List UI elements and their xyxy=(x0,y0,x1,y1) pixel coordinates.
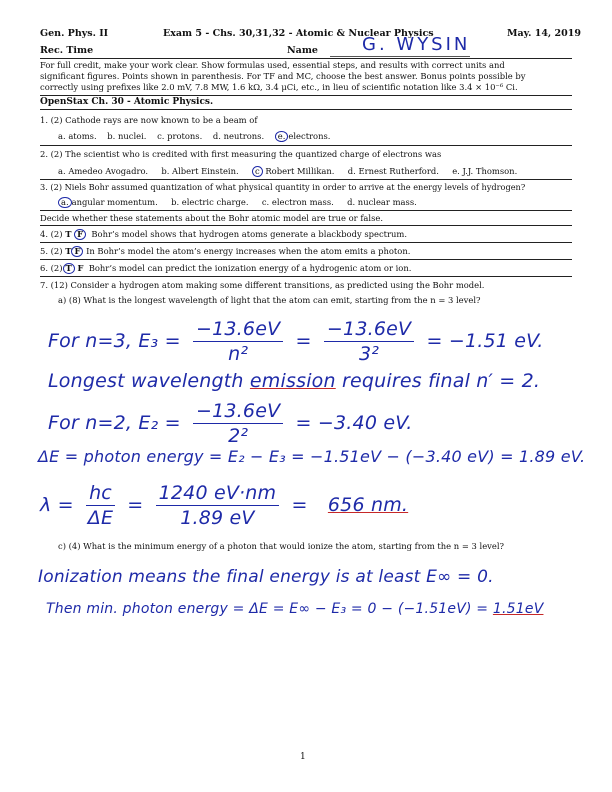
work-underlined-emission: emission xyxy=(249,370,336,392)
work-e3-result: = −1.51 eV. xyxy=(426,330,544,352)
tf-question-6 xyxy=(40,263,572,274)
q3-choices xyxy=(58,197,590,208)
fraction-numerator: −13.6eV xyxy=(193,400,283,424)
q3-stem: 3. (2) Niels Bohr assumed quantization of what physical quantity in order to arrive at the energy levels of hydrogen? xyxy=(40,182,526,192)
equals: = xyxy=(291,494,308,516)
tf-question-4 xyxy=(40,229,572,240)
q1-choice-a: a. atoms. xyxy=(58,131,97,141)
work-wavelength-answer: 656 nm. xyxy=(327,494,409,516)
work-line-7 xyxy=(46,601,543,617)
q2-choice-a: a. Amedeo Avogadro. xyxy=(58,166,149,176)
tf-5-number: 5. (2) xyxy=(40,246,63,256)
q2-choice-b: b. Albert Einstein. xyxy=(161,166,239,176)
fraction-numerator: 1240 eV·nm xyxy=(156,482,280,506)
work-e3-label: For n=3, E₃ = xyxy=(48,330,181,352)
divider xyxy=(40,225,572,226)
q3-choice-a-text: angular momentum. xyxy=(71,197,158,207)
work-line-4: ΔE = photon energy = E₂ − E₃ = −1.51eV − (−3.40 eV) = 1.89 eV. xyxy=(38,447,586,466)
rec-time-label: Rec. Time xyxy=(40,45,94,56)
fraction-numerator: −13.6eV xyxy=(324,318,414,342)
tf-question-5 xyxy=(40,246,572,257)
student-name: G. WYSIN xyxy=(362,34,471,55)
instructions-line-2: significant figures. Points shown in parenthesis. For TF and MC, choose the best answer. Bonus points possible by xyxy=(40,71,526,81)
divider xyxy=(40,179,572,180)
divider xyxy=(40,259,572,260)
work-line-2 xyxy=(48,370,540,392)
q1-choice-e-circled: e. xyxy=(275,131,289,142)
work-ionization-answer: 1.51eV xyxy=(492,601,544,617)
course-title: Gen. Phys. II xyxy=(40,28,109,39)
divider xyxy=(40,242,572,243)
q1-choice-d: d. neutrons. xyxy=(212,131,265,141)
q2-choice-e: e. J.J. Thomson. xyxy=(452,166,518,176)
fraction-denominator: 1.89 eV xyxy=(180,507,255,529)
tf-5-true: T xyxy=(65,246,72,256)
tf-6-true-circled: T xyxy=(63,263,75,274)
work-line-5 xyxy=(40,482,408,529)
work-line-6: Ionization means the final energy is at least E∞ = 0. xyxy=(38,567,494,587)
q1-choice-b: b. nuclei. xyxy=(107,131,147,141)
tf-6-false: F xyxy=(77,263,84,273)
work-text: requires final n′ = 2. xyxy=(342,370,541,392)
fraction-denominator: 2² xyxy=(228,425,249,447)
divider xyxy=(40,210,572,211)
instructions-line-3: correctly using prefixes like 2.0 mV, 7.8 MW, 1.6 kΩ, 3.4 μCi, etc., in lieu of scientific notation like 3.4 × 10⁻⁶ Ci. xyxy=(40,82,518,92)
divider xyxy=(40,145,572,146)
q1-choice-e-text: electrons. xyxy=(288,131,331,141)
divider xyxy=(40,58,572,59)
tf-4-true: T xyxy=(65,229,72,239)
section-title: OpenStax Ch. 30 - Atomic Physics. xyxy=(40,97,214,107)
name-label: Name xyxy=(287,45,318,56)
q3-choice-d: d. nuclear mass. xyxy=(347,197,417,207)
page-number: 1 xyxy=(300,752,306,762)
divider xyxy=(40,95,572,96)
fraction-denominator: 3² xyxy=(359,343,380,365)
q1-choices xyxy=(58,131,590,142)
divider xyxy=(40,276,572,277)
work-text: Longest wavelength xyxy=(48,370,244,392)
work-lambda-label: λ = xyxy=(40,494,74,516)
work-line-3 xyxy=(48,400,413,447)
exam-title: Exam 5 - Chs. 30,31,32 - Atomic & Nuclear Physics xyxy=(163,28,434,39)
q3-choice-b: b. electric charge. xyxy=(171,197,249,207)
equals: = xyxy=(127,494,144,516)
q7-part-c: c) (4) What is the minimum energy of a photon that would ionize the atom, starting from the n = 3 level? xyxy=(58,541,505,551)
tf-intro: Decide whether these statements about the Bohr atomic model are true or false. xyxy=(40,213,384,223)
tf-6-text: Bohr’s model can predict the ionization energy of a hydrogenic atom or ion. xyxy=(88,263,412,273)
tf-5-text: In Bohr’s model the atom’s energy increases when the atom emits a photon. xyxy=(86,246,411,256)
tf-4-number: 4. (2) xyxy=(40,229,63,239)
exam-date: May. 14, 2019 xyxy=(507,28,581,39)
fraction xyxy=(193,318,283,365)
tf-5-false-circled: F xyxy=(71,246,83,257)
q2-choices xyxy=(58,166,590,177)
fraction-denominator: n² xyxy=(228,343,249,365)
work-ionization-text: Then min. photon energy = ΔE = E∞ − E₃ = 0 − (−1.51eV) = xyxy=(46,601,489,617)
fraction-numerator: hc xyxy=(86,482,115,506)
q3-choice-a-circled: a. xyxy=(58,197,72,208)
work-e2-result: = −3.40 eV. xyxy=(295,412,413,434)
q1-choice-c: c. protons. xyxy=(157,131,203,141)
q2-choice-d: d. Ernest Rutherford. xyxy=(347,166,439,176)
instructions-line-1: For full credit, make your work clear. Show formulas used, essential steps, and results with correct units and xyxy=(40,60,505,70)
equals: = xyxy=(295,330,312,352)
divider xyxy=(40,109,572,110)
tf-6-number: 6. (2) xyxy=(40,263,63,273)
tf-4-false-circled: F xyxy=(74,229,86,240)
q7-stem: 7. (12) Consider a hydrogen atom making some different transitions, as predicted using the Bohr model. xyxy=(40,280,485,290)
work-e2-label: For n=2, E₂ = xyxy=(48,412,181,434)
tf-4-text: Bohr’s model shows that hydrogen atoms generate a blackbody spectrum. xyxy=(91,229,408,239)
fraction xyxy=(193,400,283,447)
fraction xyxy=(86,482,115,529)
fraction xyxy=(324,318,414,365)
q2-choice-c-circled: c xyxy=(252,166,263,177)
q2-choice-c-text: Robert Millikan. xyxy=(265,166,335,176)
fraction-numerator: −13.6eV xyxy=(193,318,283,342)
fraction xyxy=(156,482,280,529)
q1-stem: 1. (2) Cathode rays are now known to be a beam of xyxy=(40,115,258,125)
q2-stem: 2. (2) The scientist who is credited with first measuring the quantized charge of electrons was xyxy=(40,149,442,159)
q3-choice-c: c. electron mass. xyxy=(261,197,334,207)
work-line-1 xyxy=(48,318,543,365)
fraction-denominator: ΔE xyxy=(87,507,114,529)
name-underline xyxy=(330,56,470,57)
q7-part-a: a) (8) What is the longest wavelength of light that the atom can emit, starting from the n = 3 level? xyxy=(58,295,481,305)
